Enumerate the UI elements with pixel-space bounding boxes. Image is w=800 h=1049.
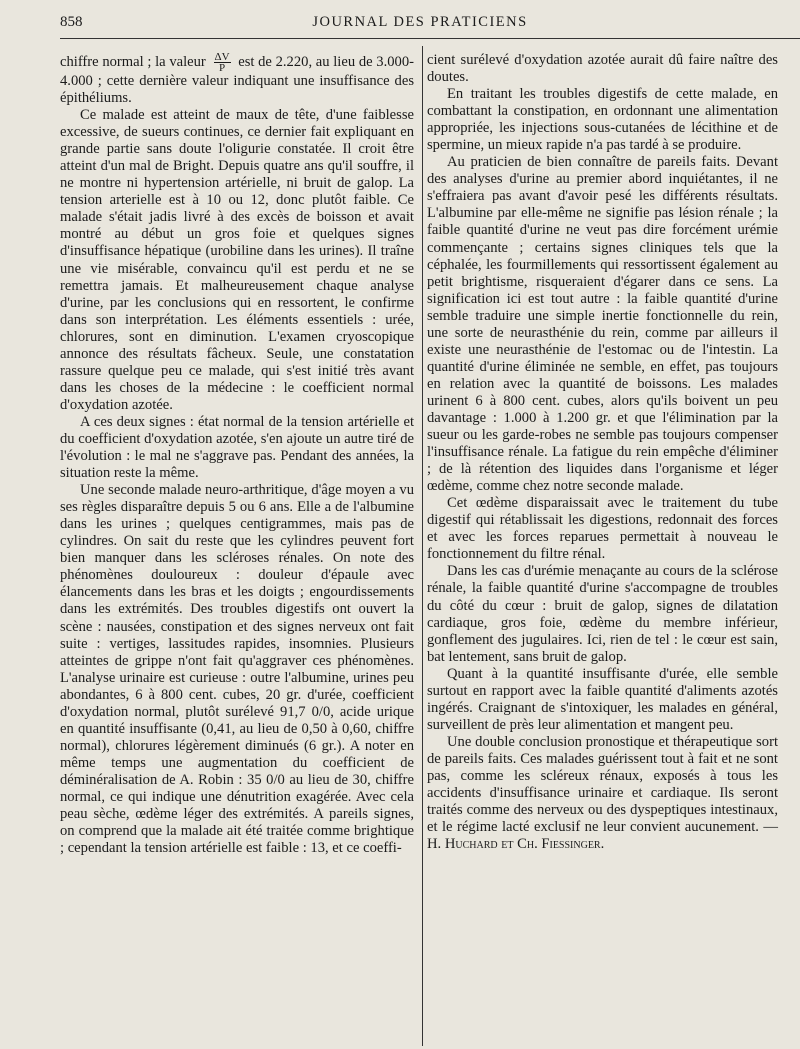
article-authors: H. Huchard et Ch. Fiessinger.	[427, 836, 605, 853]
paragraph: A ces deux signes : état normal de la tension artérielle et du coefficient d'oxydation azotée, s'en ajoute un autre tiré de l'évolution : le mal ne s'aggrave pas. Pendant des années, la situation reste la même.	[60, 413, 414, 482]
delta-v-over-p-fraction	[214, 52, 231, 73]
page-header	[60, 14, 780, 36]
paragraph: Une seconde malade neuro-arthritique, d'âge moyen a vu ses règles disparaître depuis 5 ou 6 ans. Elle a de l'albumine dans les urines ; quelques centigrammes, mais pas de cylindres. On sait du reste que les cylindres peuvent fort bien manquer dans les scléroses rénales. On note des phénomènes douloureux : douleur d'épaule avec élancements dans les bras et les doigts ; engourdissements dans les extrémités. Des troubles digestifs ont ouvert la scène : nausées, constipation et des signes nerveux ont fait suite : vertiges, lassitudes rapides, insomnies. Plusieurs atteintes de grippe n'ont fait qu'aggraver ces phénomènes. L'analyse urinaire est curieuse : outre l'albumine, urines peu abondantes, 6 à 800 cent. cubes, 20 gr. d'urée, coefficient d'oxydation normal, plutôt surélevé 91,7 0/0, acide urique en quantité insuffisante (0,41, au lieu de 0,50 à 0,60, chiffre normal), chlorures légèrement diminués (6 gr.). A noter en même temps une augmentation du coefficient de déminéralisation de A. Robin : 35 0/0 au lieu de 30, chiffre normal, ce qui indique une dénutrition exagérée. Avec cela peau sèche, œdème léger des extrémités. A pareils signes, on comprend que la malade ait été traitée comme brightique ; cependant la tension artérielle est faible : 13, et ce coeffi-	[60, 482, 414, 857]
header-rule	[60, 38, 800, 39]
paragraph: Quant à la quantité insuffisante d'urée, elle semble surtout en rapport avec la faible quantité d'aliments azotés ingérés. Craignant de s'intoxiquer, les malades en général, surveillent de près leur alimentation et mangent peu.	[427, 665, 778, 733]
paragraph: En traitant les troubles digestifs de cette malade, en combattant la constipation, en ordonnant une alimentation appropriée, les injections sous-cutanées de lécithine et de spermine, un mieux rapide n'a pas tardé à se produire.	[427, 86, 778, 154]
text-fragment: chiffre normal ; la valeur	[60, 53, 206, 70]
paragraph	[60, 52, 414, 107]
left-column	[60, 52, 414, 857]
page-number: 858	[60, 14, 83, 30]
paragraph: cient surélevé d'oxydation azotée aurait dû faire naître des doutes.	[427, 52, 778, 86]
text-fragment: Une double conclusion pronostique et thérapeutique sort de pareils faits. Ces malades guérissent tout à fait et ne sont pas, comme les scléreux rénaux, exposés à tous les accidents d'insuffisance urinaire et cardiaque. Ils seront traités comme des nerveux ou des dyspeptiques intestinaux, et le régime lacté exclusif ne leur convient aucunement. —	[427, 733, 778, 836]
paragraph: Dans les cas d'urémie menaçante au cours de la sclérose rénale, la faible quantité d'urine s'accompagne de troubles du côté du cœur : bruit de galop, signes de dilatation cardiaque, gros foie, œdème du membre inférieur, gonflement des jugulaires. Ici, rien de tel : le cœur est sain, bat lentement, sans bruit de galop.	[427, 563, 778, 665]
right-column	[427, 52, 778, 853]
paragraph: Cet œdème disparaissait avec le traitement du tube digestif qui rétablissait les digestions, redonnait des forces et avec les forces reparues permettait à nouveau le fonctionnement du filtre rénal.	[427, 495, 778, 563]
paragraph	[427, 734, 778, 853]
text-fragment: est de 2.220, au lieu de 3.000-4.000 ; cette dernière valeur indiquant une insuffisance des épithéliums.	[60, 53, 414, 107]
fraction-numerator: ΔV	[214, 51, 230, 63]
fraction-denominator: P	[218, 62, 226, 74]
paragraph: Au praticien de bien connaître de pareils faits. Devant des analyses d'urine au premier abord inquiétantes, il ne s'effraiera pas avant d'avoir pesé les différents résultats. L'albumine par elle-même ne signifie pas lésion rénale ; la faible quantité d'urine ne veut pas dire forcément urémie commençante ; certains signes cliniques tels que la céphalée, les fourmillements qui ressortissent également au petit brightisme, risqueraient d'égarer dans ce sens. La signification ici est tout autre : la faible quantité d'urine semble traduire une simple inertie fonctionnelle du rein, une sorte de neurasthénie du rein, comme par ailleurs il existe une neurasthénie de l'estomac ou de l'intestin. La quantité d'urine éliminée ne semble, en effet, pas toujours en relation avec la quantité de boissons. Les malades urinent 6 à 800 cent. cubes, alors qu'ils boivent un peu davantage : 1.000 à 1.200 gr. et que l'élimination par la sueur ou les garde-robes ne semble pas toujours compenser l'insuffisance rénale. La fatigue du rein empêche d'éliminer ; de là rétention des liquides dans l'organisme et léger œdème, comme chez notre seconde malade.	[427, 154, 778, 495]
column-divider	[422, 46, 423, 1046]
paragraph: Ce malade est atteint de maux de tête, d'une faiblesse excessive, de sueurs continues, ce dernier fait expliquant en grande partie sans doute l'oligurie constatée. Il croit être atteint d'un mal de Bright. Depuis quatre ans qu'il souffre, il ne montre ni hypertension artérielle, ni bruit de galop. La tension arterielle est à 10 ou 12, donc plutôt faible. Ce malade s'était jadis livré à des excès de boisson et avait montré au début un gros foie et quelques signes d'insuffisance hépatique (urobiline dans les urines). Il traîne une vie misérable, convaincu qu'il est perdu et ne se remettra jamais. Et malheureusement chaque analyse d'urine, par les conclusions qui en ressortent, le confirme dans son interprétation. Les éléments essentiels : urée, chlorures, sont en diminution. L'examen cryoscopique annonce des résultats fâcheux. Seule, une constatation rassure quelque peu ce malade, qui s'est initié très avant dans les choses de la médecine : le coefficient normal d'oxydation azotée.	[60, 107, 414, 413]
journal-title: JOURNAL DES PRATICIENS	[312, 14, 528, 30]
